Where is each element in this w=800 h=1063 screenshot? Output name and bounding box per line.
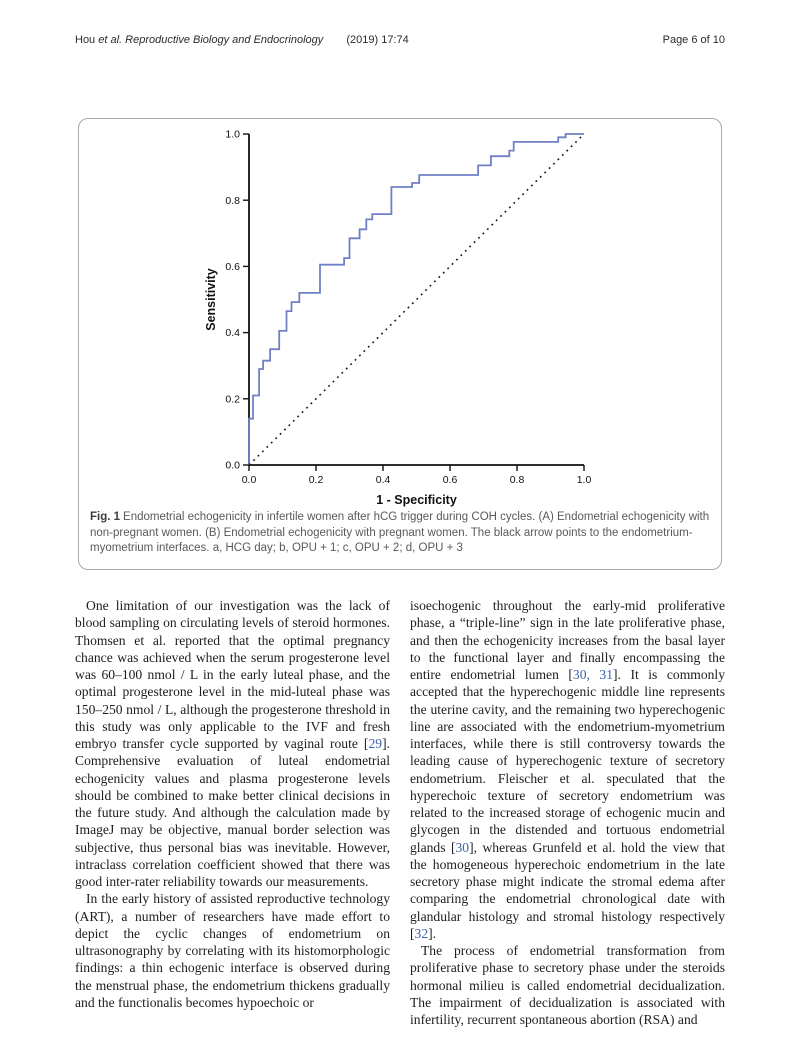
x-tick-label: 0.8	[509, 474, 525, 486]
figure-caption	[90, 510, 710, 557]
body-column-left	[75, 597, 390, 1028]
running-head	[75, 34, 409, 46]
y-tick-label: 0.8	[225, 194, 240, 207]
paragraph: In the early history of assisted reproductive technology (ART), a number of researchers have made effort to depict the cyclic changes of endometrium on ultrasonography by correlating with its histomorphologic findings: a thin echogenic interface is observed during the menstrual phase, the endometrium thickens gradually and the functionalis becomes hypoechoic or	[75, 891, 390, 1010]
paragraph: One limitation of our investigation was the lack of blood sampling on circulating levels of steroid hormones. Thomsen et al. reported that the optimal pregnancy chance was achieved when the serum progesterone level was 60–100 nmol / L in the early luteal phase, and the optimal progesterone level in the mid-luteal phase was 150–250 nmol / L, although the progesterone threshold in this study was only applicable to the IVF and fresh embryo transfer cycle supported by vaginal route [29]. Comprehensive evaluation of luteal endometrial echogenicity values and plasma progesterone levels should be combined to make better clinical decisions in the future study. And although the calculation made by ImageJ may be objective, manual border selection was subjective, thus personal bias was inevitable. However, intraclass correlation coefficient showed that there was good inter-rater reliability towards our measurements.	[75, 598, 390, 889]
x-tick-label: 0.0	[241, 474, 257, 486]
y-tick-label: 0.2	[225, 393, 240, 406]
body-column-right	[410, 597, 725, 1028]
page-header	[75, 34, 725, 46]
journal-title: et al. Reproductive Biology and Endocrinology	[98, 34, 324, 46]
x-tick-label: 0.6	[442, 474, 458, 486]
roc-chart	[79, 119, 720, 508]
body-text	[75, 597, 725, 1028]
y-tick-label: 0.6	[225, 261, 240, 273]
reference-link[interactable]: 30	[455, 839, 470, 855]
figure-caption-text: Endometrial echogenicity in infertile women after hCG trigger during COH cycles. (A) Endometrial echogenicity with non-pregnant women. (B) Endometrial echogenicity with pregnant women. The black arrow points to the endometrium-myometrium interfaces. a, HCG day; b, OPU + 1; c, OPU + 2; d, OPU + 3	[90, 511, 710, 554]
reference-link[interactable]: 32	[414, 925, 429, 941]
page-number: Page 6 of 10	[662, 34, 725, 46]
citation-info: (2019) 17:74	[346, 34, 409, 46]
y-tick-label: 1.0	[225, 128, 240, 141]
reference-link[interactable]: 30, 31	[572, 667, 614, 682]
x-tick-label: 0.2	[308, 474, 324, 486]
x-tick-label: 1.0	[576, 474, 592, 486]
y-tick-label: 0.0	[225, 459, 240, 472]
author-name: Hou	[75, 34, 96, 46]
y-tick-label: 0.4	[225, 327, 240, 340]
x-tick-label: 0.4	[375, 474, 391, 486]
reference-link[interactable]: 29	[368, 736, 383, 751]
y-axis-title: Sensitivity	[204, 268, 218, 331]
figure-caption-label: Fig. 1	[90, 511, 121, 523]
paragraph: isoechogenic throughout the early-mid proliferative phase, a “triple-line” sign in the late proliferative phase, and then the echogenicity increases from the basal layer to the functional layer and finally encompassing the entire endometrial lumen [30, 31]. It is commonly accepted that the hyperechogenic middle line represents the uterine cavity, and the remaining two hyperechogenic line are associated with the endometrium-myometrium interfaces, while there is still controversy towards the leading cause of hyperechogenic texture of secretory endometrium. Fleischer et al. speculated that the hyperechoic texture of secretory endometrium was related to the increased storage of echogenic mucin and glycogen in the distended and tortuous endometrial glands [30], whereas Grunfeld et al. hold the view that the homogeneous hyperechoic endometrium in the late secretory phase might indicate the stromal edema after comparing the endometrial chronological date with glandular histology and stromal histology respectively [32].	[410, 598, 726, 941]
figure-1-box	[78, 118, 722, 570]
paragraph: The process of endometrial transformation from proliferative phase to secretory phase under the steroids hormonal milieu is called endometrial decidualization. The impairment of decidualization is associated with infertility, recurrent spontaneous abortion (RSA) and	[410, 943, 725, 1027]
roc-curve-line	[249, 134, 584, 465]
x-axis-title: 1 - Specificity	[376, 493, 457, 507]
